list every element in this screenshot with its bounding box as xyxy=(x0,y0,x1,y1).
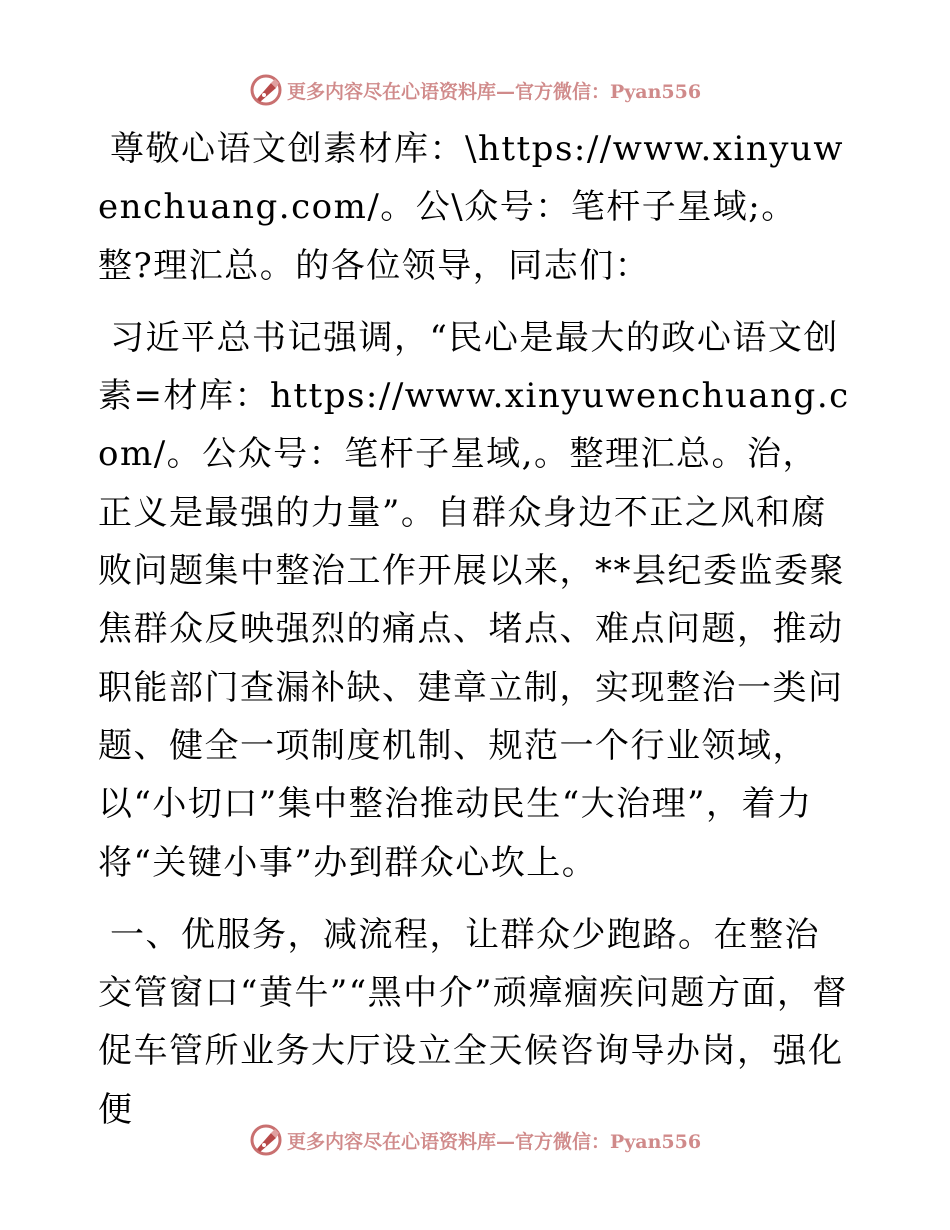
paragraph-intro: 习近平总书记强调，“民心是最大的政心语文创素=材库：https://www.xinyuwenchuang.com/。公众号：笔杆子星域,。整理汇总。治，正义是最强的力量”。自群众身边不正之风和腐败问题集中整治工作开展以来，**县纪委监委聚焦群众反映强烈的痛点、堵点、难点问题，推动职能部门查漏补缺、建章立制，实现整治一类问题、健全一项制度机制、规范一个行业领域，以“小切口”集中整治推动民生“大治理”，着力将“关键小事”办到群众心坎上。 xyxy=(98,317,850,883)
footer-banner-text: 更多内容尽在心语资料库—官方微信：Pyan556 xyxy=(286,1130,702,1153)
paragraph-greeting: 尊敬心语文创素材库：\https://www.xinyuwenchuang.com/。公\众号：笔杆子星域;。整?理汇总。的各位领导，同志们： xyxy=(98,129,844,286)
footer-banner xyxy=(0,1120,950,1160)
header-banner xyxy=(0,70,950,110)
pen-nib-logo-icon xyxy=(249,73,283,107)
pen-nib-logo-icon xyxy=(249,1123,283,1157)
document-body xyxy=(98,120,850,1153)
header-banner-text: 更多内容尽在心语资料库—官方微信：Pyan556 xyxy=(286,80,702,103)
paragraph-section-one: 一、优服务，减流程，让群众少跑路。在整治交管窗口“黄牛”“黑中介”顽瘴痼疾问题方面，督促车管所业务大厅设立全天候咨询导办岗，强化便 xyxy=(98,914,849,1130)
